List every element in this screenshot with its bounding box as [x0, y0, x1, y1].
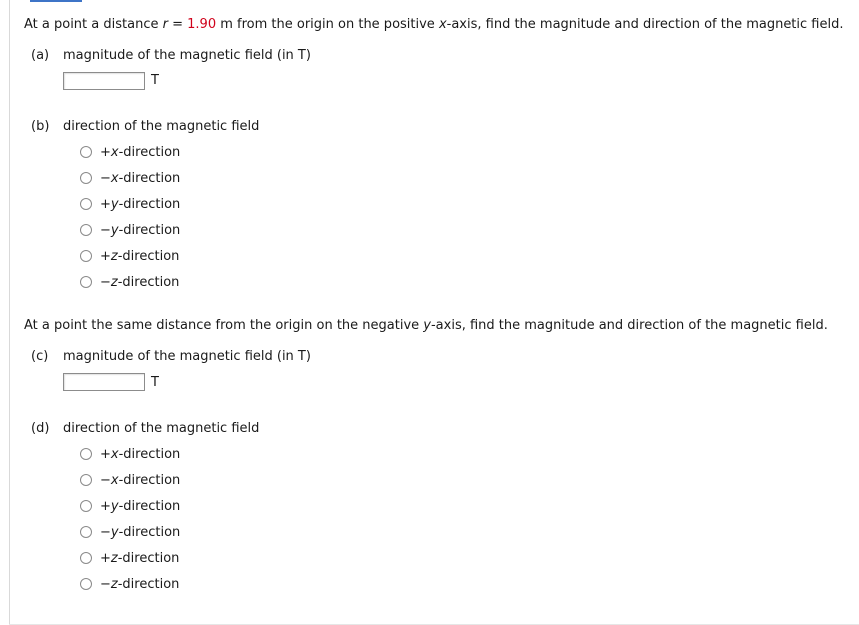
option-label: +y-direction — [100, 196, 181, 212]
part-d-label — [31, 421, 259, 437]
radio-button[interactable] — [80, 276, 92, 288]
radio-button[interactable] — [80, 146, 92, 158]
part-d-option-minus-z[interactable] — [80, 576, 179, 592]
r-symbol: r — [162, 17, 168, 32]
equals-sign: = — [167, 17, 188, 32]
radio-button[interactable] — [80, 578, 92, 590]
part-c-magnitude-input[interactable] — [63, 373, 145, 391]
axis-symbol: y — [423, 318, 431, 333]
part-b-option-plus-z[interactable] — [80, 248, 179, 264]
part-letter: (d) — [31, 421, 50, 436]
radio-button[interactable] — [80, 448, 92, 460]
page-left-border — [9, 0, 10, 625]
part-letter: (a) — [31, 48, 50, 63]
radio-button[interactable] — [80, 526, 92, 538]
question-prompt-2 — [24, 318, 828, 334]
part-d-option-plus-y[interactable] — [80, 498, 180, 514]
option-label: +z-direction — [100, 248, 180, 264]
axis-symbol: x — [438, 17, 447, 32]
option-label: +z-direction — [100, 550, 180, 566]
part-d-option-minus-x[interactable] — [80, 472, 180, 488]
option-label: +x-direction — [100, 446, 181, 462]
radio-button[interactable] — [80, 250, 92, 262]
option-label: −x-direction — [100, 472, 181, 488]
option-label: +y-direction — [100, 498, 181, 514]
question-prompt-1 — [24, 17, 843, 33]
top-accent-bar — [30, 0, 82, 2]
part-c-label — [31, 349, 311, 365]
part-b-option-plus-y[interactable] — [80, 196, 180, 212]
radio-button[interactable] — [80, 500, 92, 512]
part-letter: (c) — [31, 349, 49, 364]
radio-button[interactable] — [80, 474, 92, 486]
part-d-option-plus-x[interactable] — [80, 446, 180, 462]
option-label: −y-direction — [100, 222, 181, 238]
part-c-unit: T — [151, 375, 159, 390]
radio-button[interactable] — [80, 552, 92, 564]
prompt-text: At a point the same distance from the origin on the negative — [24, 318, 424, 333]
part-text: direction of the magnetic field — [63, 119, 260, 134]
part-b-option-minus-y[interactable] — [80, 222, 180, 238]
option-label: −z-direction — [100, 576, 180, 592]
part-d-option-plus-z[interactable] — [80, 550, 179, 566]
option-label: −z-direction — [100, 274, 180, 290]
option-label: −y-direction — [100, 524, 181, 540]
part-text: magnitude of the magnetic field (in T) — [63, 349, 311, 364]
option-label: +x-direction — [100, 144, 181, 160]
prompt-text: At a point a distance — [24, 17, 163, 32]
option-label: −x-direction — [100, 170, 181, 186]
prompt-text: -axis, find the magnitude and direction of the magnetic field. — [430, 318, 828, 333]
part-text: direction of the magnetic field — [63, 421, 260, 436]
part-a-label — [31, 48, 311, 64]
prompt-text: m from the origin on the positive — [216, 17, 439, 32]
radio-button[interactable] — [80, 198, 92, 210]
part-text: magnitude of the magnetic field (in T) — [63, 48, 311, 63]
prompt-text: -axis, find the magnitude and direction of the magnetic field. — [446, 17, 844, 32]
part-b-option-minus-z[interactable] — [80, 274, 179, 290]
part-d-option-minus-y[interactable] — [80, 524, 180, 540]
part-a-unit: T — [151, 73, 159, 88]
part-b-option-plus-x[interactable] — [80, 144, 180, 160]
part-a-magnitude-input[interactable] — [63, 72, 145, 90]
radio-button[interactable] — [80, 224, 92, 236]
given-distance-value: 1.90 — [187, 17, 217, 32]
part-b-label — [31, 119, 259, 135]
part-b-option-minus-x[interactable] — [80, 170, 180, 186]
part-letter: (b) — [31, 119, 50, 134]
radio-button[interactable] — [80, 172, 92, 184]
